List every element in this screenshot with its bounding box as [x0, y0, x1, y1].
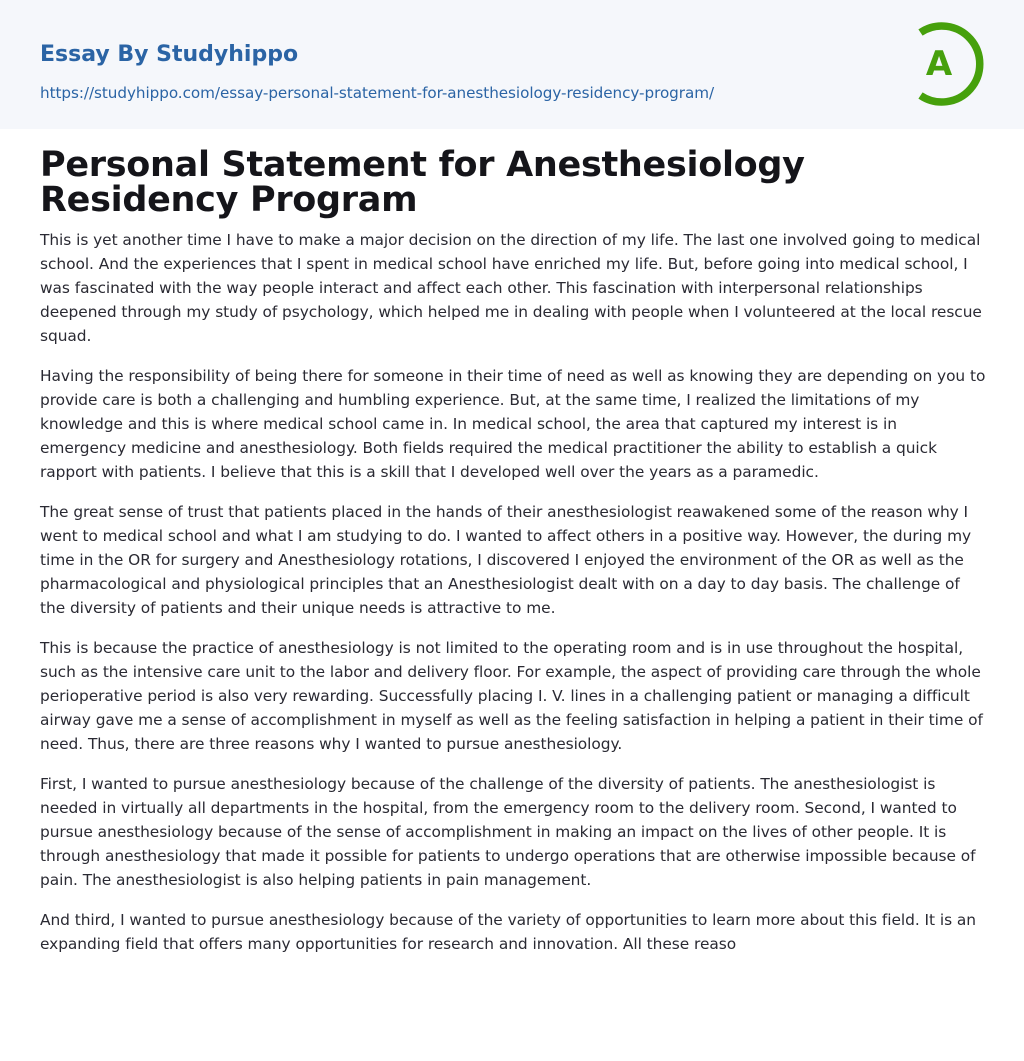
essay-body — [40, 228, 986, 972]
logo-letter: A — [925, 44, 953, 84]
essay-url-link[interactable]: https://studyhippo.com/essay-personal-statement-for-anesthesiology-residency-program/ — [40, 84, 715, 102]
brand-title: Essay By Studyhippo — [40, 42, 299, 67]
essay-paragraph: And third, I wanted to pursue anesthesiology because of the variety of opportunities to learn more about this field. It is an expanding field that offers many opportunities for research and innovation. All these reaso — [40, 911, 976, 953]
essay-paragraph: This is yet another time I have to make a major decision on the direction of my life. The last one involved going to medical school. And the experiences that I spent in medical school have enriched my life. But, before going into medical school, I was fascinated with the way people interact and affect each other. This fascination with interpersonal relationships deepened through my study of psychology, which helped me in dealing with people when I volunteered at the local rescue squad. — [40, 231, 982, 345]
essay-title: Personal Statement for Anesthesiology Residency Program — [40, 145, 805, 220]
essay-paragraph: This is because the practice of anesthesiology is not limited to the operating room and is in use throughout the hospital, such as the intensive care unit to the labor and delivery floor. For example, the aspect of providing care through the whole perioperative period is also very rewarding. Successfully placing I. V. lines in a challenging patient or managing a difficult airway gave me a sense of accomplishment in myself as well as the feeling satisfaction in helping a patient in their time of need. Thus, there are three reasons why I wanted to pursue anesthesiology. — [40, 639, 983, 753]
essay-paragraph: First, I wanted to pursue anesthesiology because of the challenge of the diversity of patients. The anesthesiologist is needed in virtually all departments in the hospital, from the emergency room to the delivery room. Second, I wanted to pursue anesthesiology because of the sense of accomplishment in making an impact on the lives of other people. It is through anesthesiology that made it possible for patients to undergo operations that are otherwise impossible because of pain. The anesthesiologist is also helping patients in pain management. — [40, 775, 976, 889]
essay-paragraph: Having the responsibility of being there for someone in their time of need as well as knowing they are depending on you to provide care is both a challenging and humbling experience. But, at the same time, I realized the limitations of my knowledge and this is where medical school came in. In medical school, the area that captured my interest is in emergency medicine and anesthesiology. Both fields required the medical practitioner the ability to establish a quick rapport with patients. I believe that this is a skill that I developed well over the years as a paramedic. — [40, 367, 986, 481]
essay-paragraph: The great sense of trust that patients placed in the hands of their anesthesiologist reawakened some of the reason why I went to medical school and what I am studying to do. I wanted to affect others in a positive way. However, the during my time in the OR for surgery and Anesthesiology rotations, I discovered I enjoyed the environment of the OR as well as the pharmacological and physiological principles that an Anesthesiologist dealt with on a day to day basis. The challenge of the diversity of patients and their unique needs is attractive to me. — [40, 503, 972, 617]
